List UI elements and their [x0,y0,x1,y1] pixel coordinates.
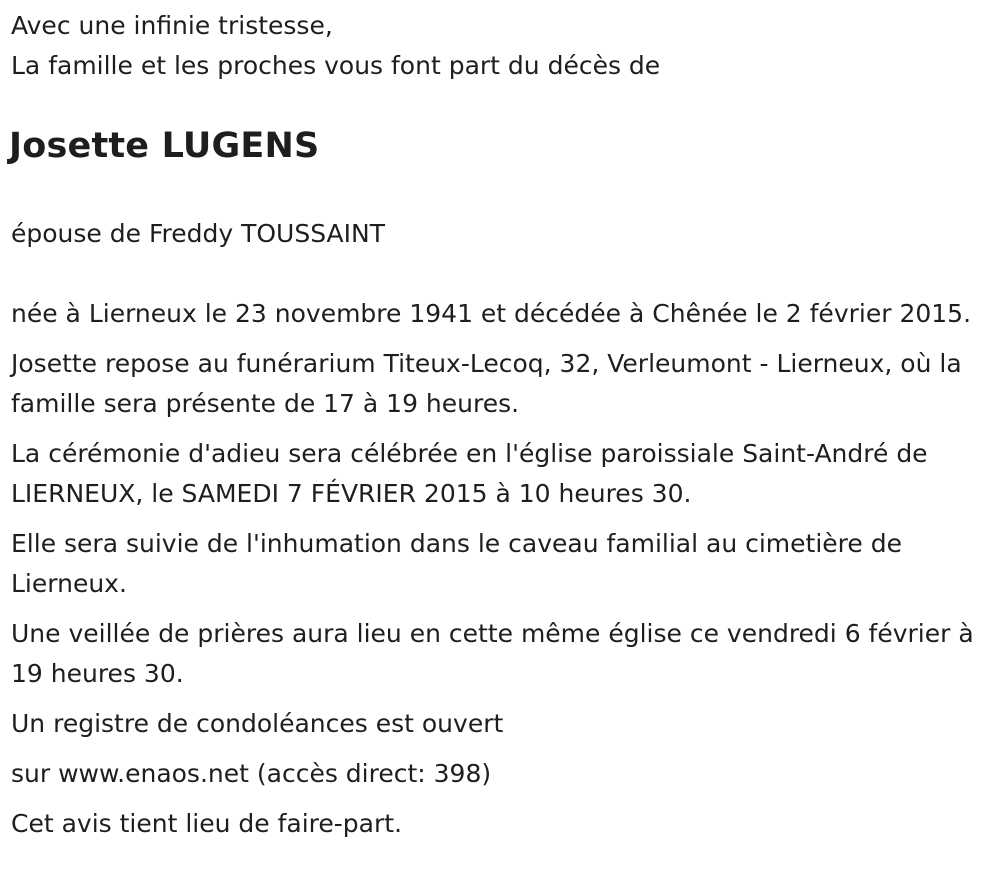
intro-line-2: La famille et les proches vous font part du décès de [11,51,661,80]
ceremony-paragraph: La cérémonie d'adieu sera célébrée en l'église paroissiale Saint-André de LIERNEUX, le SAMEDI 7 FÉVRIER 2015 à 10 heures 30. [11,439,928,508]
website-paragraph: sur www.enaos.net (accès direct: 398) [11,759,492,788]
closing-paragraph: Cet avis tient lieu de faire-part. [11,809,403,838]
spouse-line: épouse de Freddy TOUSSAINT [11,219,385,248]
birth-death-paragraph: née à Lierneux le 23 novembre 1941 et décédée à Chênée le 2 février 2015. [11,299,972,328]
intro-text [11,6,660,86]
funeral-home-paragraph: Josette repose au funérarium Titeux-Lecoq, 32, Verleumont - Lierneux, où la famille sera présente de 17 à 19 heures. [11,349,962,418]
vigil-paragraph: Une veillée de prières aura lieu en cette même église ce vendredi 6 février à 19 heures 30. [11,619,974,688]
notice-body [11,294,986,854]
condolence-register-paragraph: Un registre de condoléances est ouvert [11,709,504,738]
intro-line-1: Avec une infinie tristesse, [11,11,333,40]
deceased-name: Josette LUGENS [9,126,320,166]
burial-paragraph: Elle sera suivie de l'inhumation dans le caveau familial au cimetière de Lierneux. [11,529,902,598]
